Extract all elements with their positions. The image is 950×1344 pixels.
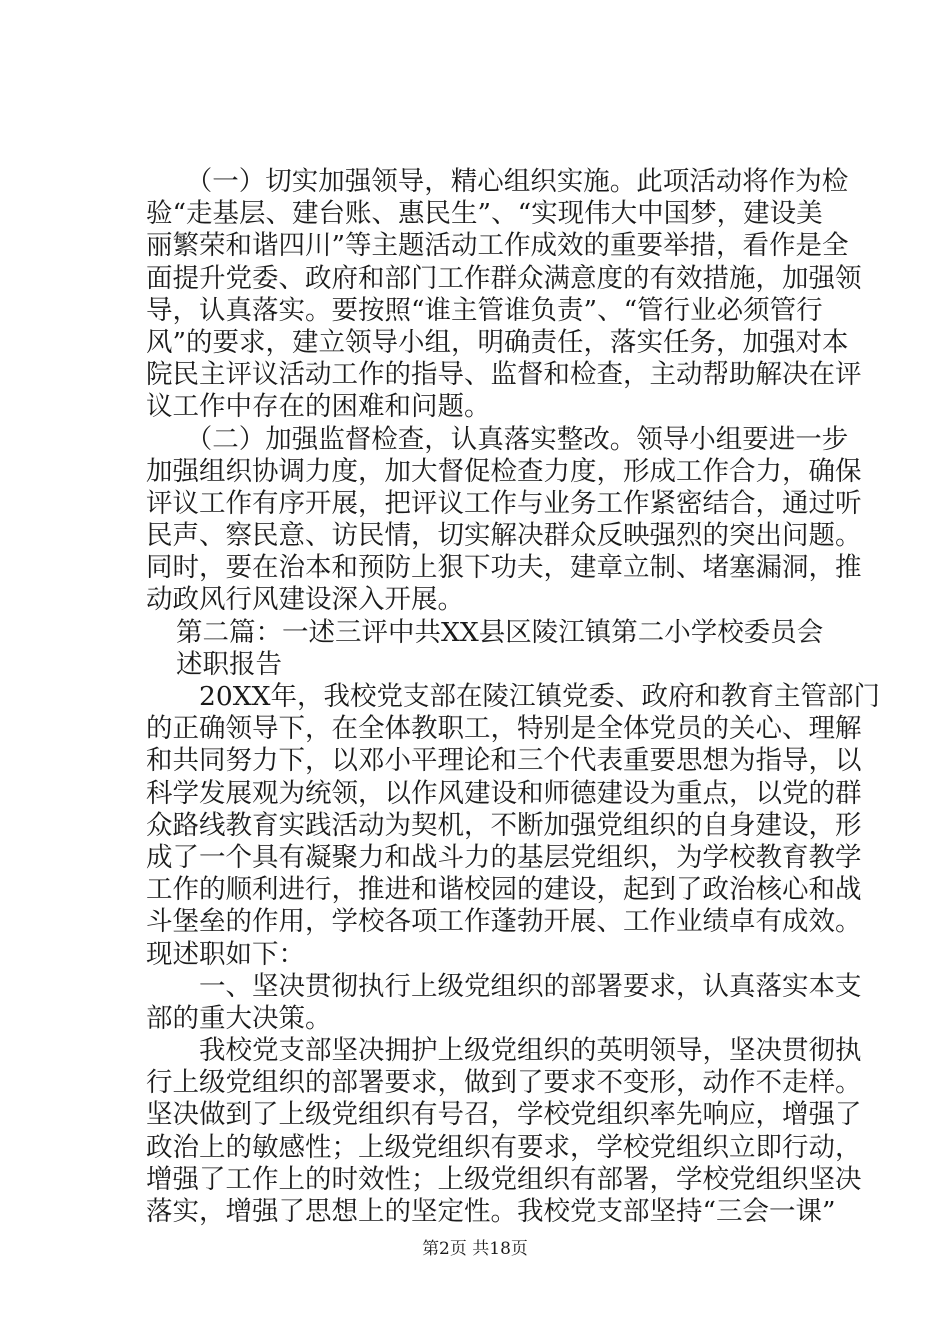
document-body: [146, 166, 880, 1228]
text-line: 现述职如下：: [146, 938, 305, 970]
text-line: 增强了工作上的时效性；上级党组织有部署，学校党组织坚决: [146, 1163, 862, 1195]
text-line: 斗堡垒的作用，学校各项工作蓬勃开展、工作业绩卓有成效。: [146, 906, 862, 938]
text-line: 成了一个具有凝聚力和战斗力的基层党组织，为学校教育教学: [146, 841, 862, 873]
text-line: 院民主评议活动工作的指导、监督和检查，主动帮助解决在评: [146, 359, 862, 391]
text-line: 的正确领导下，在全体教职工，特别是全体党员的关心、理解: [146, 713, 862, 745]
text-line: 验“走基层、建台账、惠民生”、“实现伟大中国梦，建设美: [146, 198, 823, 230]
text-line: 行上级党组织的部署要求，做到了要求不变形，动作不走样。: [146, 1067, 862, 1099]
text-line: 20XX年，我校党支部在陵江镇党委、政府和教育主管部门: [146, 681, 880, 712]
text-line: （一）切实加强领导，精心组织实施。此项活动将作为检: [146, 166, 849, 197]
text-line: 和共同努力下，以邓小平理论和三个代表重要思想为指导，以: [146, 745, 862, 777]
text-line: 我校党支部坚决拥护上级党组织的英明领导，坚决贯彻执: [146, 1035, 862, 1067]
text-line: 众路线教育实践活动为契机，不断加强党组织的自身建设，形: [146, 809, 862, 841]
page-footer: 第2页 共18页: [422, 1239, 528, 1259]
text-line: 工作的顺利进行，推进和谐校园的建设，起到了政治核心和战: [146, 874, 862, 906]
text-line: 部的重大决策。: [146, 1002, 332, 1034]
text-line: 同时，要在治本和预防上狠下功夫，建章立制、堵塞漏洞，推: [146, 552, 862, 584]
text-line: 风”的要求，建立领导小组，明确责任，落实任务，加强对本: [146, 326, 849, 358]
text-line: 民声、察民意、访民情，切实解决群众反映强烈的突出问题。: [146, 520, 862, 552]
text-line: 落实，增强了思想上的坚定性。我校党支部坚持“三会一课”: [146, 1196, 836, 1227]
text-line: 坚决做到了上级党组织有号召，学校党组织率先响应，增强了: [146, 1099, 862, 1131]
text-line: 加强组织协调力度，加大督促检查力度，形成工作合力，确保: [146, 455, 862, 487]
text-line: 导，认真落实。要按照“谁主管谁负责”、“管行业必须管行: [146, 294, 823, 326]
section-heading-line: 述职报告: [176, 648, 282, 680]
text-line: 科学发展观为统领，以作风建设和师德建设为重点，以党的群: [146, 777, 862, 809]
text-line: 面提升党委、政府和部门工作群众满意度的有效措施，加强领: [146, 262, 862, 294]
text-line: 议工作中存在的困难和问题。: [146, 391, 491, 423]
text-line: 动政风行风建设深入开展。: [146, 584, 464, 616]
section-heading-line: 第二篇：一述三评中共XX县区陵江镇第二小学校委员会: [176, 616, 824, 648]
text-line: 评议工作有序开展，把评议工作与业务工作紧密结合，通过听: [146, 487, 862, 519]
text-line: 一、坚决贯彻执行上级党组织的部署要求，认真落实本支: [146, 970, 862, 1002]
text-line: 政治上的敏感性；上级党组织有要求，学校党组织立即行动，: [146, 1131, 862, 1163]
text-line: 丽繁荣和谐四川”等主题活动工作成效的重要举措，看作是全: [146, 230, 849, 262]
text-line: （二）加强监督检查，认真落实整改。领导小组要进一步: [146, 423, 849, 455]
